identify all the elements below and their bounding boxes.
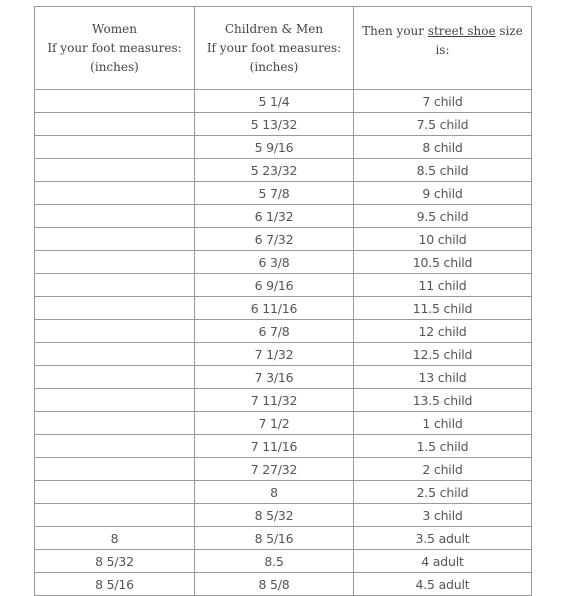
shoe-size-cell: 8 child xyxy=(354,136,532,159)
women-cell xyxy=(35,481,195,504)
children-men-cell: 7 1/2 xyxy=(195,412,354,435)
header-shoe-line1 xyxy=(354,22,531,41)
women-cell xyxy=(35,297,195,320)
children-men-cell: 8 5/32 xyxy=(195,504,354,527)
table-row xyxy=(35,527,532,550)
children-men-cell: 6 3/8 xyxy=(195,251,354,274)
children-men-cell: 7 27/32 xyxy=(195,458,354,481)
table-row xyxy=(35,274,532,297)
shoe-size-cell: 1 child xyxy=(354,412,532,435)
women-cell xyxy=(35,205,195,228)
children-men-cell: 6 11/16 xyxy=(195,297,354,320)
header-shoe-suffix: size xyxy=(495,24,523,38)
shoe-size-cell: 2 child xyxy=(354,458,532,481)
women-cell xyxy=(35,182,195,205)
table-row xyxy=(35,136,532,159)
shoe-size-cell: 9 child xyxy=(354,182,532,205)
table-row xyxy=(35,159,532,182)
shoe-size-cell: 12 child xyxy=(354,320,532,343)
women-cell xyxy=(35,251,195,274)
table-row xyxy=(35,481,532,504)
women-cell xyxy=(35,159,195,182)
women-cell xyxy=(35,274,195,297)
children-men-cell: 8 5/8 xyxy=(195,573,354,596)
children-men-cell: 8 xyxy=(195,481,354,504)
shoe-size-cell: 4.5 adult xyxy=(354,573,532,596)
shoe-size-cell: 1.5 child xyxy=(354,435,532,458)
table-row xyxy=(35,550,532,573)
children-men-cell: 5 7/8 xyxy=(195,182,354,205)
women-cell xyxy=(35,343,195,366)
header-children-men xyxy=(195,7,354,90)
children-men-cell: 7 3/16 xyxy=(195,366,354,389)
header-shoe-prefix: Then your xyxy=(362,24,428,38)
table-row xyxy=(35,435,532,458)
children-men-cell: 6 7/8 xyxy=(195,320,354,343)
women-cell xyxy=(35,458,195,481)
table-row xyxy=(35,343,532,366)
shoe-size-cell: 7.5 child xyxy=(354,113,532,136)
children-men-cell: 6 1/32 xyxy=(195,205,354,228)
women-cell xyxy=(35,320,195,343)
children-men-cell: 5 23/32 xyxy=(195,159,354,182)
header-children-men-line1: Children & Men xyxy=(224,21,324,36)
children-men-cell: 5 13/32 xyxy=(195,113,354,136)
children-men-cell: 5 1/4 xyxy=(195,90,354,113)
header-shoe-line2: is: xyxy=(435,43,450,57)
women-cell xyxy=(35,228,195,251)
shoe-size-cell: 8.5 child xyxy=(354,159,532,182)
table-row xyxy=(35,228,532,251)
children-men-cell: 7 1/32 xyxy=(195,343,354,366)
table-row xyxy=(35,412,532,435)
children-men-cell: 7 11/32 xyxy=(195,389,354,412)
table-row xyxy=(35,458,532,481)
table-row xyxy=(35,251,532,274)
women-cell xyxy=(35,389,195,412)
shoe-size-cell: 12.5 child xyxy=(354,343,532,366)
children-men-cell: 8 5/16 xyxy=(195,527,354,550)
header-women xyxy=(35,7,195,90)
women-cell xyxy=(35,136,195,159)
shoe-size-cell: 3.5 adult xyxy=(354,527,532,550)
table-body xyxy=(35,90,532,596)
table-row xyxy=(35,182,532,205)
women-cell xyxy=(35,435,195,458)
women-cell xyxy=(35,113,195,136)
header-children-men-line2: If your foot measures: xyxy=(206,40,342,55)
table-row xyxy=(35,90,532,113)
shoe-size-cell: 3 child xyxy=(354,504,532,527)
women-cell xyxy=(35,366,195,389)
header-women-line1: Women xyxy=(92,21,137,36)
table-row xyxy=(35,573,532,596)
children-men-cell: 8.5 xyxy=(195,550,354,573)
women-cell: 8 5/16 xyxy=(35,573,195,596)
header-women-line3: (inches) xyxy=(90,59,139,74)
shoe-size-cell: 4 adult xyxy=(354,550,532,573)
women-cell xyxy=(35,412,195,435)
shoe-size-table xyxy=(34,6,532,596)
shoe-size-cell: 7 child xyxy=(354,90,532,113)
table-row xyxy=(35,366,532,389)
children-men-cell: 7 11/16 xyxy=(195,435,354,458)
table-header-row xyxy=(35,7,532,90)
shoe-size-cell: 10 child xyxy=(354,228,532,251)
header-shoe-underlined: street shoe xyxy=(427,24,496,38)
shoe-size-cell: 2.5 child xyxy=(354,481,532,504)
table-row xyxy=(35,205,532,228)
table-row xyxy=(35,297,532,320)
table-row xyxy=(35,113,532,136)
header-women-line2: If your foot measures: xyxy=(47,40,182,55)
header-children-men-line3: (inches) xyxy=(249,59,299,74)
women-cell xyxy=(35,90,195,113)
shoe-size-cell: 13 child xyxy=(354,366,532,389)
shoe-size-cell: 11 child xyxy=(354,274,532,297)
shoe-size-cell: 13.5 child xyxy=(354,389,532,412)
header-shoe-size xyxy=(354,7,532,90)
shoe-size-cell: 9.5 child xyxy=(354,205,532,228)
women-cell: 8 5/32 xyxy=(35,550,195,573)
children-men-cell: 6 7/32 xyxy=(195,228,354,251)
shoe-size-cell: 11.5 child xyxy=(354,297,532,320)
women-cell: 8 xyxy=(35,527,195,550)
women-cell xyxy=(35,504,195,527)
children-men-cell: 6 9/16 xyxy=(195,274,354,297)
table-row xyxy=(35,389,532,412)
shoe-size-cell: 10.5 child xyxy=(354,251,532,274)
table-row xyxy=(35,504,532,527)
table-row xyxy=(35,320,532,343)
children-men-cell: 5 9/16 xyxy=(195,136,354,159)
